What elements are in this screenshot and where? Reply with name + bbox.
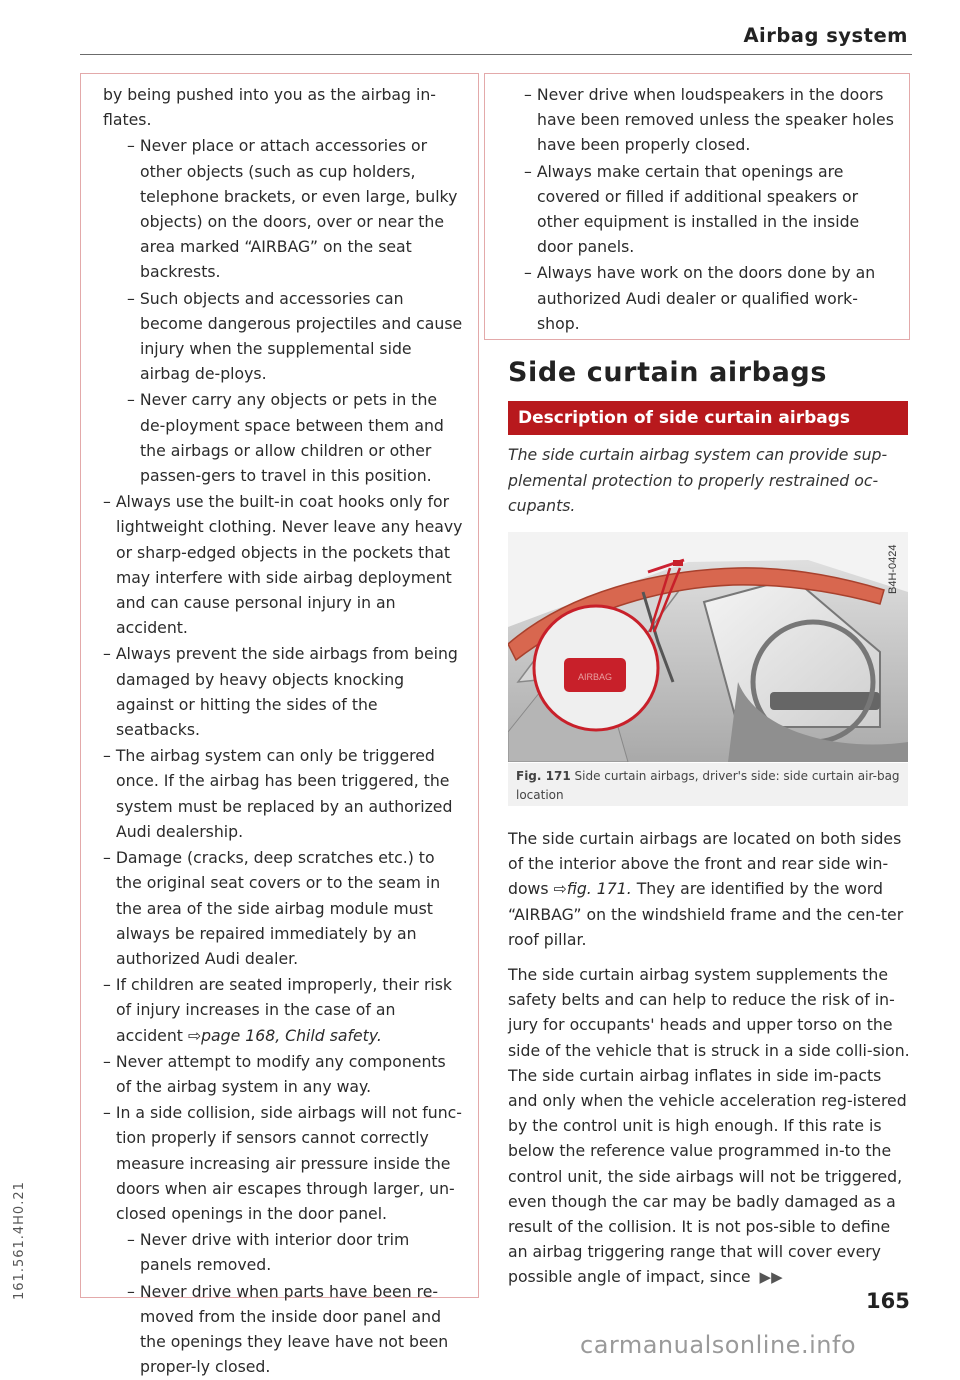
figure-code: B4H-0424	[887, 544, 899, 594]
intro-text: The side curtain airbag system can provide sup-plemental protection to properly restrained oc-cupants.	[508, 445, 888, 515]
list-item: – Never carry any objects or pets in the de-ployment space between them and the airbags or allow children or other passen-gers to travel in this position.	[127, 390, 444, 486]
section-header: Airbag system	[743, 24, 908, 47]
section-title: Side curtain airbags	[508, 357, 828, 388]
list-item: – The airbag system can only be triggered once. If the airbag has been triggered, the system must be replaced by an authorized Audi dealership.	[103, 746, 453, 841]
continue-arrow-icon: ▶▶	[759, 1268, 783, 1287]
list-item: – Always make certain that openings are covered or filled if additional speakers or other equipment is installed in the inside door panels.	[524, 161, 860, 257]
paragraph	[508, 826, 910, 952]
figure-171	[508, 532, 908, 762]
list-item	[103, 972, 463, 1048]
child-safety-link[interactable]: ⇨page 168, Child safety.	[187, 1025, 382, 1045]
list-item: – Always prevent the side airbags from being damaged by heavy objects knocking against or hitting the sides of the seatbacks.	[103, 644, 458, 740]
list-item: – Never attempt to modify any components of the airbag system in any way.	[103, 1051, 446, 1096]
caption-label: Fig. 171	[516, 769, 571, 783]
list-item: – In a side collision, side airbags will not func-tion properly if sensors cannot correctly measure increasing air pressure inside the doors when air escapes through larger, un-closed openings in the door panel.	[103, 1103, 462, 1223]
list-item-text: – If children are seated improperly, their risk of injury increases in the case of an accident	[103, 975, 453, 1045]
warning-list-left	[103, 82, 463, 1380]
list-item: by being pushed into you as the airbag in-flates.	[103, 85, 436, 130]
list-item: – Damage (cracks, deep scratches etc.) to the original seat covers or to the seam in the area of the side airbag module must always be repaired immediately by an authorized Audi dealer.	[103, 848, 441, 968]
body-text	[508, 826, 910, 1301]
figure-link[interactable]: ⇨fig. 171.	[553, 879, 632, 899]
subsection-title: Description of side curtain airbags	[508, 401, 908, 435]
list-item: – Always have work on the doors done by an authorized Audi dealer or qualified work-shop.	[524, 263, 876, 333]
paragraph-text: The side curtain airbag system supplements the safety belts and can help to reduce the risk of in-jury for occupants' heads and upper torso on the side of the vehicle that is struck in a side colli-sion. The side curtain airbag inflates in side im-pacts and only when the vehicle acceleration reg-istered by the control unit is high enough. If this rate is below the reference value programmed in-to the control unit, the side airbags will not be triggered, even though the car may be badly damaged as a result of the collision. It is not pos-sible to define an airbag triggering range that will cover every possible angle of impact, since	[508, 965, 910, 1287]
list-item: – Such objects and accessories can become dangerous projectiles and cause injury when the supplemental side airbag de-ploys.	[127, 288, 463, 384]
caption-text: Side curtain airbags, driver's side: side curtain air-bag location	[516, 769, 900, 802]
document-code: 161.561.4H0.21	[12, 1181, 27, 1300]
airbag-label-icon: AIRBAG	[577, 672, 613, 682]
list-item: – Never drive when loudspeakers in the doors have been removed unless the speaker holes have been properly closed.	[524, 85, 894, 155]
page-number: 165	[866, 1289, 910, 1313]
list-item: – Never drive when parts have been re-moved from the inside door panel and the openings they leave have not been proper-ly closed.	[127, 1281, 449, 1377]
header-rule	[80, 54, 912, 55]
list-item: – Always use the built-in coat hooks only for lightweight clothing. Never leave any heavy or sharp-edged objects in the pockets that may interfere with side airbag deployment and can cause personal injury in an accident.	[103, 492, 463, 638]
paragraph	[508, 962, 910, 1291]
paragraph-text: The side curtain airbags are located on both sides of the interior above the front and rear side win-dows	[508, 829, 902, 899]
paragraph-text: They are identified by the word “AIRBAG” on the windshield frame and the cen-ter roof pillar.	[508, 879, 904, 949]
figure-caption	[508, 763, 908, 806]
side-curtain-airbag-illustration	[508, 532, 908, 762]
list-item: – Never place or attach accessories or other objects (such as cup holders, telephone brackets, or even large, bulky objects) on the doors, over or near the area marked “AIRBAG” on the seat backrests.	[127, 136, 458, 282]
warning-list-right	[524, 82, 894, 337]
watermark: carmanualsonline.info	[580, 1331, 857, 1359]
list-item: – Never drive with interior door trim panels removed.	[127, 1230, 410, 1275]
